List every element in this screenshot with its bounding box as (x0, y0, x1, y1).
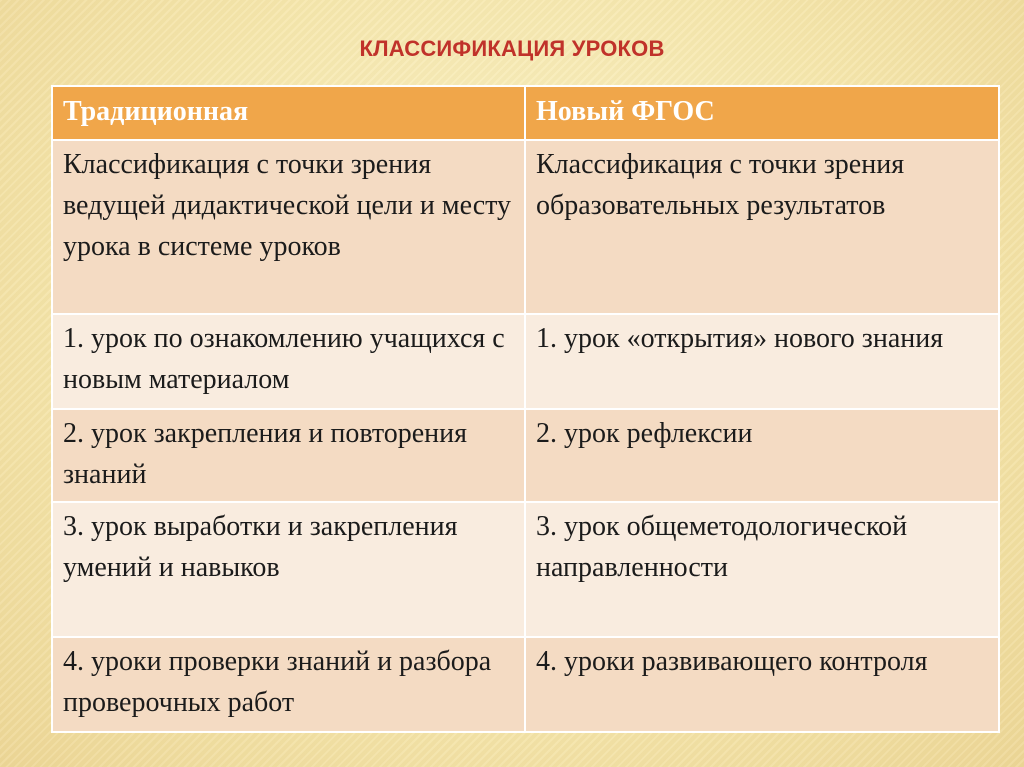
slide-title: КЛАССИФИКАЦИЯ УРОКОВ (359, 36, 665, 61)
table-row (52, 140, 999, 314)
table-row (52, 314, 999, 409)
cell-text: 2. урок рефлексии (536, 418, 753, 449)
header-traditional: Традиционная (52, 86, 525, 140)
cell-text: 1. урок «открытия» нового знания (536, 323, 944, 354)
table-cell-fgos (525, 314, 999, 409)
table-cell-traditional (52, 637, 525, 732)
table-cell-traditional (52, 140, 525, 314)
table-cell-fgos (525, 502, 999, 637)
cell-text: 1. урок по ознакомлению учащихся с новым материалом (63, 323, 505, 395)
table-cell-traditional (52, 502, 525, 637)
cell-text: 3. урок общеметодологической направленности (536, 511, 908, 583)
table-cell-fgos (525, 637, 999, 732)
table-cell-traditional (52, 409, 525, 502)
table-row (52, 502, 999, 637)
classification-table (51, 85, 1000, 733)
table-cell-traditional (52, 314, 525, 409)
cell-text: 4. уроки проверки знаний и разбора проверочных работ (63, 646, 492, 718)
cell-text: 3. урок выработки и закрепления умений и навыков (63, 511, 458, 583)
cell-text: 4. уроки развивающего контроля (536, 646, 928, 677)
table-cell-fgos (525, 409, 999, 502)
table-row (52, 637, 999, 732)
cell-text: Классификация с точки зрения образовательных результатов (536, 149, 905, 221)
cell-text: 2. урок закрепления и повторения знаний (63, 418, 467, 490)
header-new-fgos: Новый ФГОС (525, 86, 999, 140)
table-header-row (52, 86, 999, 140)
table-row (52, 409, 999, 502)
table-cell-fgos (525, 140, 999, 314)
cell-text: Классификация с точки зрения ведущей дидактической цели и месту урока в системе уроков (63, 149, 511, 262)
